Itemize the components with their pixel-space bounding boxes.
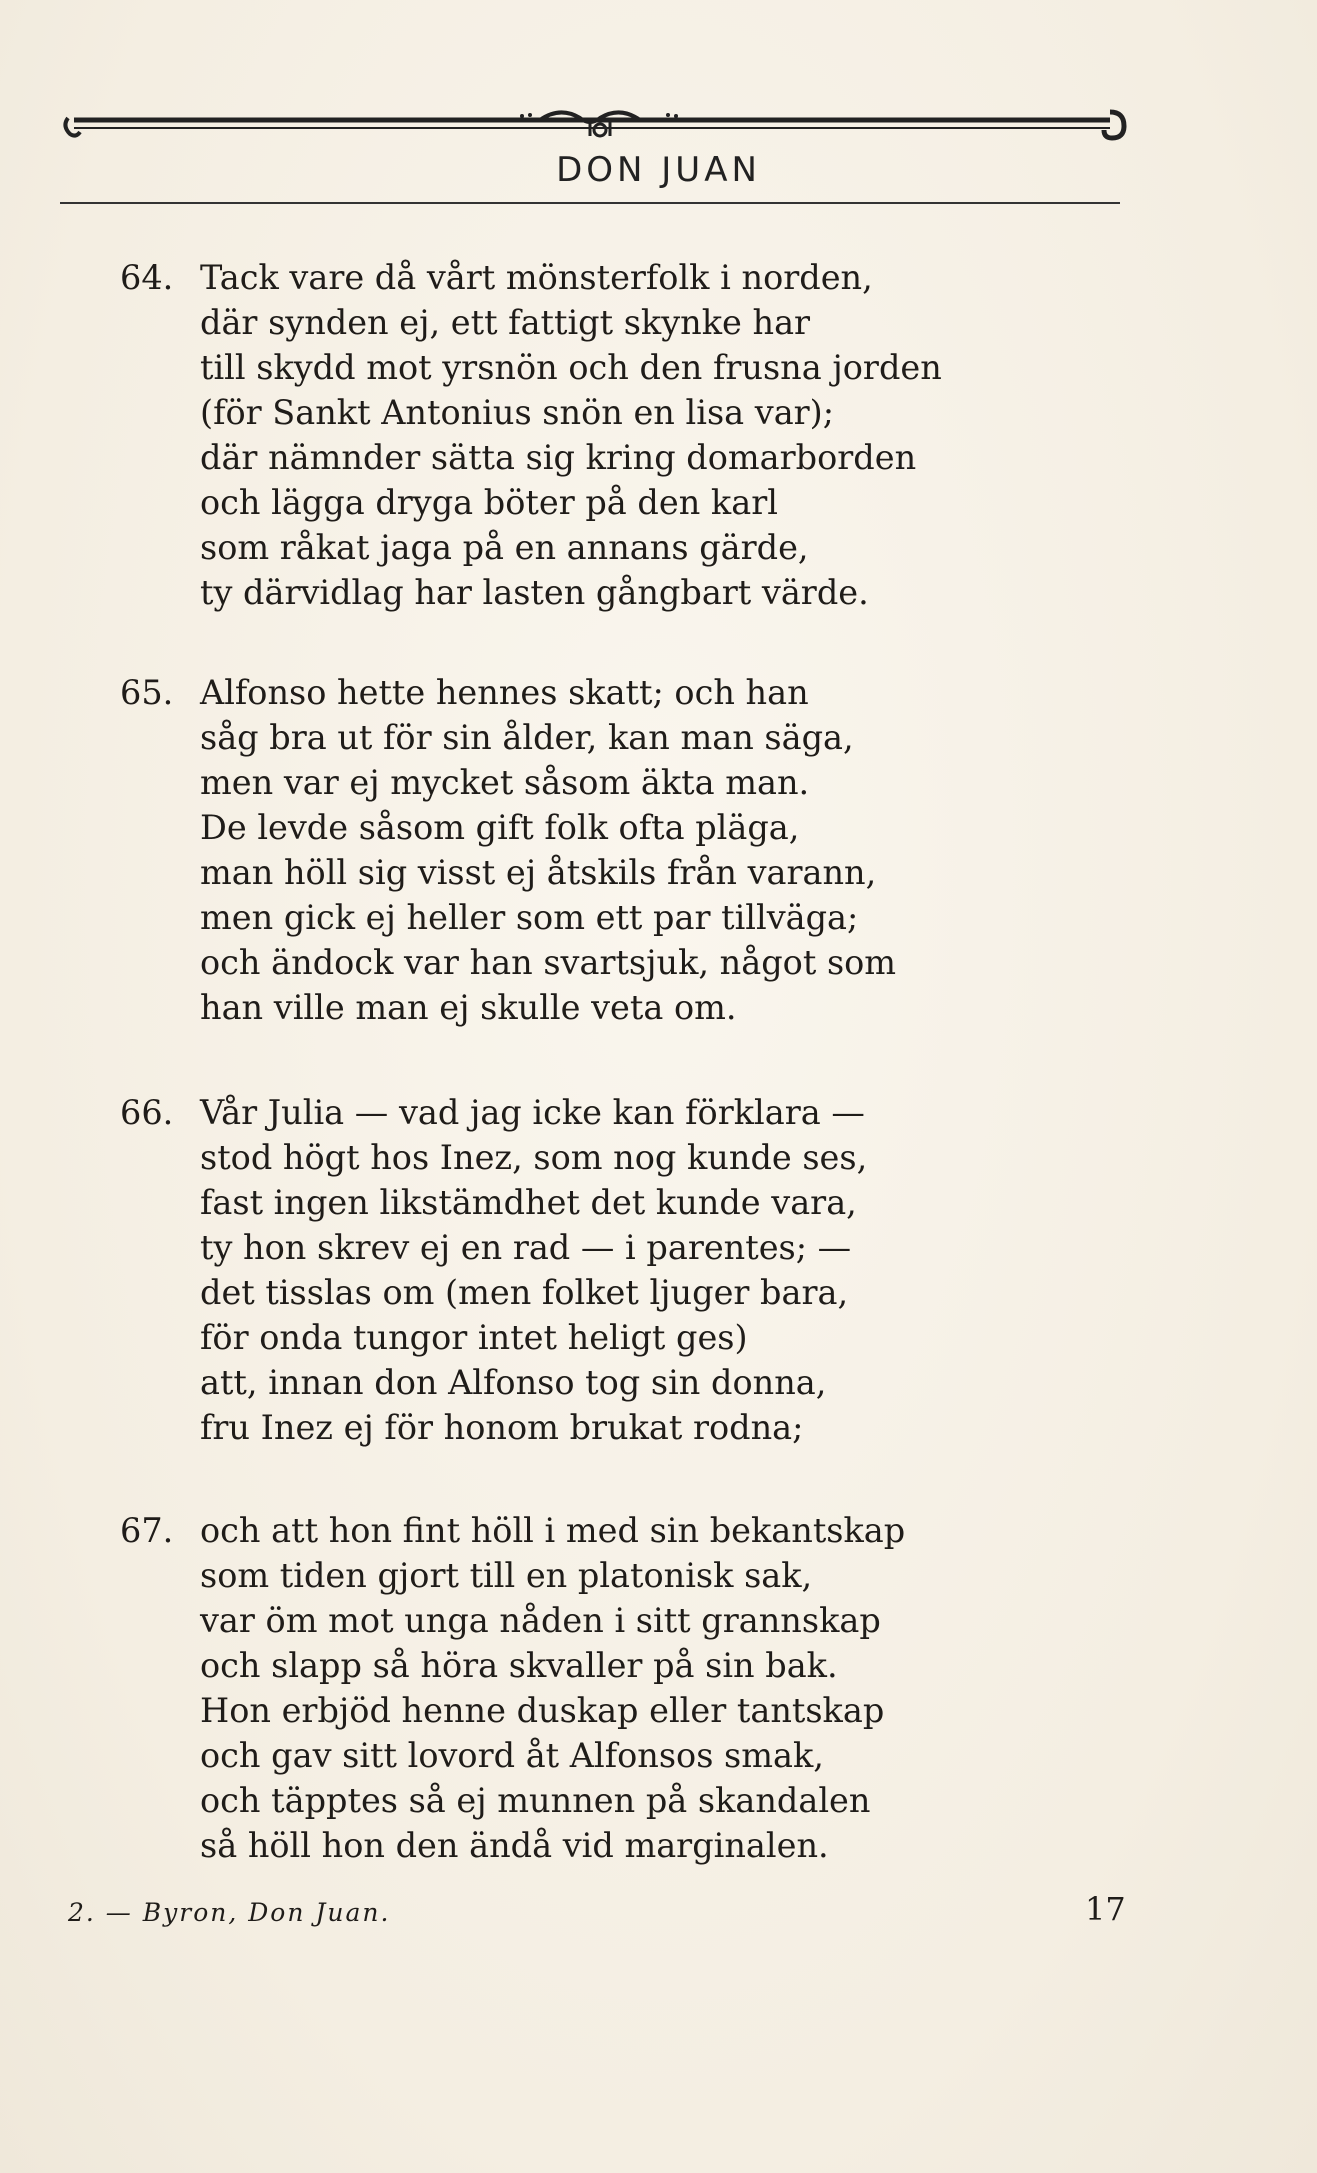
verse-line: (för Sankt Antonius snön en lisa var); [200,393,835,432]
verse-line: Vår Julia — vad jag icke kan förklara — [200,1093,865,1132]
verse-line: såg bra ut för sin ålder, kan man säga, [200,718,854,757]
header-ornament [60,100,1140,150]
verse-line: man höll sig visst ej åtskils från varann, [200,853,877,892]
verse-line: det tisslas om (men folket ljuger bara, [200,1273,849,1312]
verse-line: och lägga dryga böter på den karl [200,483,778,522]
verse-line: fast ingen likstämdhet det kunde vara, [200,1183,857,1222]
verse-line: Hon erbjöd henne duskap eller tantskap [200,1691,885,1730]
verse-line: som tiden gjort till en platonisk sak, [200,1556,813,1595]
verse-line: och ändock var han svartsjuk, något som [200,943,897,982]
stanza-number: 67. [120,1511,174,1550]
verse-line: för onda tungor intet heligt ges) [200,1318,748,1357]
verse-line: Alfonso hette hennes skatt; och han [200,673,809,712]
verse-line: men gick ej heller som ett par tillväga; [200,898,859,937]
stanza-number: 65. [120,673,174,712]
verse-line: Tack vare då vårt mönsterfolk i norden, [200,258,873,297]
verse-line: ty därvidlag har lasten gångbart värde. [200,573,869,612]
verse-line: som råkat jaga på en annans gärde, [200,528,809,567]
verse-line: så höll hon den ändå vid marginalen. [200,1826,829,1865]
verse-line: och slapp så höra skvaller på sin bak. [200,1646,838,1685]
verse-line: stod högt hos Inez, som nog kunde ses, [200,1138,868,1177]
header-rule [60,202,1120,204]
verse-line: och gav sitt lovord åt Alfonsos smak, [200,1736,824,1775]
signature-mark: 2. — Byron, Don Juan. [68,1898,391,1927]
verse-line: där nämnder sätta sig kring domarborden [200,438,917,477]
verse-line: var öm mot unga nåden i sitt grannskap [200,1601,881,1640]
verse-line: och täpptes så ej munnen på skandalen [200,1781,871,1820]
verse-line: fru Inez ej för honom brukat rodna; [200,1408,804,1447]
verse-line: men var ej mycket såsom äkta man. [200,763,810,802]
verse-line: ty hon skrev ej en rad — i parentes; — [200,1228,852,1267]
verse-line: De levde såsom gift folk ofta pläga, [200,808,800,847]
stanza-number: 64. [120,258,174,297]
verse-line: att, innan don Alfonso tog sin donna, [200,1363,827,1402]
verse-line: till skydd mot yrsnön och den frusna jorden [200,348,942,387]
running-head-title: DON JUAN [556,150,761,190]
verse-line: han ville man ej skulle veta om. [200,988,737,1027]
stanza-number: 66. [120,1093,174,1132]
verse-line: och att hon fint höll i med sin bekantskap [200,1511,906,1550]
verse-line: där synden ej, ett fattigt skynke har [200,303,811,342]
page-number: 17 [1085,1890,1126,1928]
